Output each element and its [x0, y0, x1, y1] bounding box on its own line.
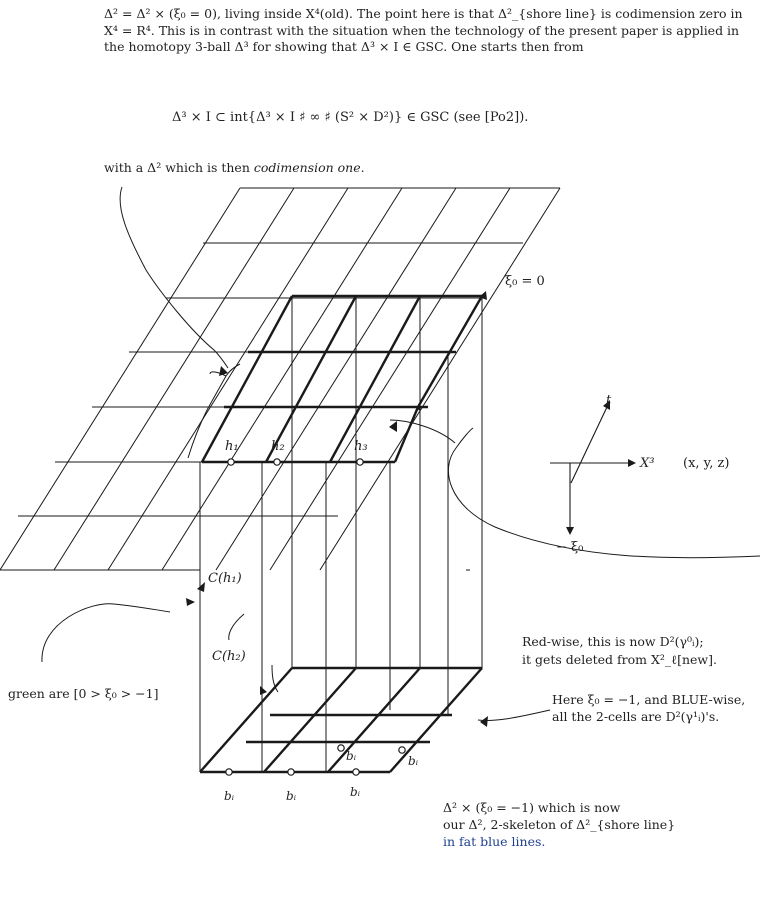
label-h1: h₁: [225, 439, 239, 454]
label-h3: h₃: [354, 439, 368, 454]
label-minus-xi0: − ξ₀: [556, 540, 584, 555]
label-b-i-5: bᵢ: [408, 754, 419, 768]
base-grid: [0, 188, 560, 570]
label-b-i-3: bᵢ: [350, 785, 361, 799]
label-b-i-2: bᵢ: [286, 789, 297, 803]
arrowhead-C-h2: [260, 686, 267, 695]
arrowhead-C-h1: [197, 582, 205, 592]
label-here-xi0-2: all the 2-cells are D²(γ¹ᵢ)'s.: [552, 709, 720, 724]
label-b-i-4: bᵢ: [346, 749, 357, 763]
label-bottom-1: Δ² × (ξ₀ = −1) which is now: [443, 800, 621, 815]
para2-middle: which is then: [161, 160, 254, 175]
b-point-5: [399, 747, 405, 753]
h2-point: [274, 459, 280, 465]
label-b-i-1: bᵢ: [224, 789, 235, 803]
h3-point: [357, 459, 363, 465]
label-C-h2: C(h₂): [212, 649, 246, 664]
label-X3: X³: [640, 456, 655, 471]
fat-bottom-cell: [200, 668, 482, 772]
h1-point: [228, 459, 234, 465]
h-points: [226, 459, 405, 775]
label-bottom-3: in fat blue lines.: [443, 834, 546, 849]
label-C-h1: C(h₁): [208, 571, 242, 586]
arrowhead-red-wise: [389, 421, 397, 432]
b-point-2: [288, 769, 294, 775]
label-here-xi0-1: Here ξ₀ = −1, and BLUE-wise,: [552, 692, 746, 707]
label-h2: h₂: [271, 439, 285, 454]
arrowhead-green: [186, 598, 195, 606]
label-t: t: [606, 393, 612, 408]
display-equation: Δ³ × I ⊂ int{Δ³ × I ♯ ∞ ♯ (S² × D²)} ∈ GSC (see [Po2]).: [172, 110, 529, 125]
b-point-1: [226, 769, 232, 775]
b-point-4: [338, 745, 344, 751]
label-green-are: green are [0 > ξ₀ > −1]: [8, 686, 159, 701]
arrowhead-here-xi0: [480, 716, 488, 727]
label-coords: (x, y, z): [683, 456, 730, 471]
label-red-wise-2: it gets deleted from X²_ℓ[new].: [522, 652, 717, 667]
t-axis: [571, 407, 607, 483]
label-xi0-eq-0: ξ₀ = 0: [505, 274, 545, 289]
b-point-3: [353, 769, 359, 775]
label-red-wise-1: Red-wise, this is now D²(γ⁰ᵢ);: [522, 634, 704, 649]
label-bottom-2: our Δ², 2-skeleton of Δ²_{shore line}: [443, 817, 676, 832]
intro-paragraph: Δ² = Δ² × (ξ₀ = 0), living inside X⁴(old). The point here is that Δ²_{shore line} is codimension zero in X⁴ = R⁴. This is in contrast with the situation when the technology of the present paper is applied in the homotopy 3-ball Δ³ for showing that Δ³ × I ∈ GSC. One starts then from: [104, 6, 743, 54]
para2-suffix: .: [360, 160, 365, 175]
para2-prefix: with a Δ²: [104, 160, 162, 175]
axes: [550, 400, 636, 535]
para2-emphasis: codimension one: [253, 160, 361, 175]
